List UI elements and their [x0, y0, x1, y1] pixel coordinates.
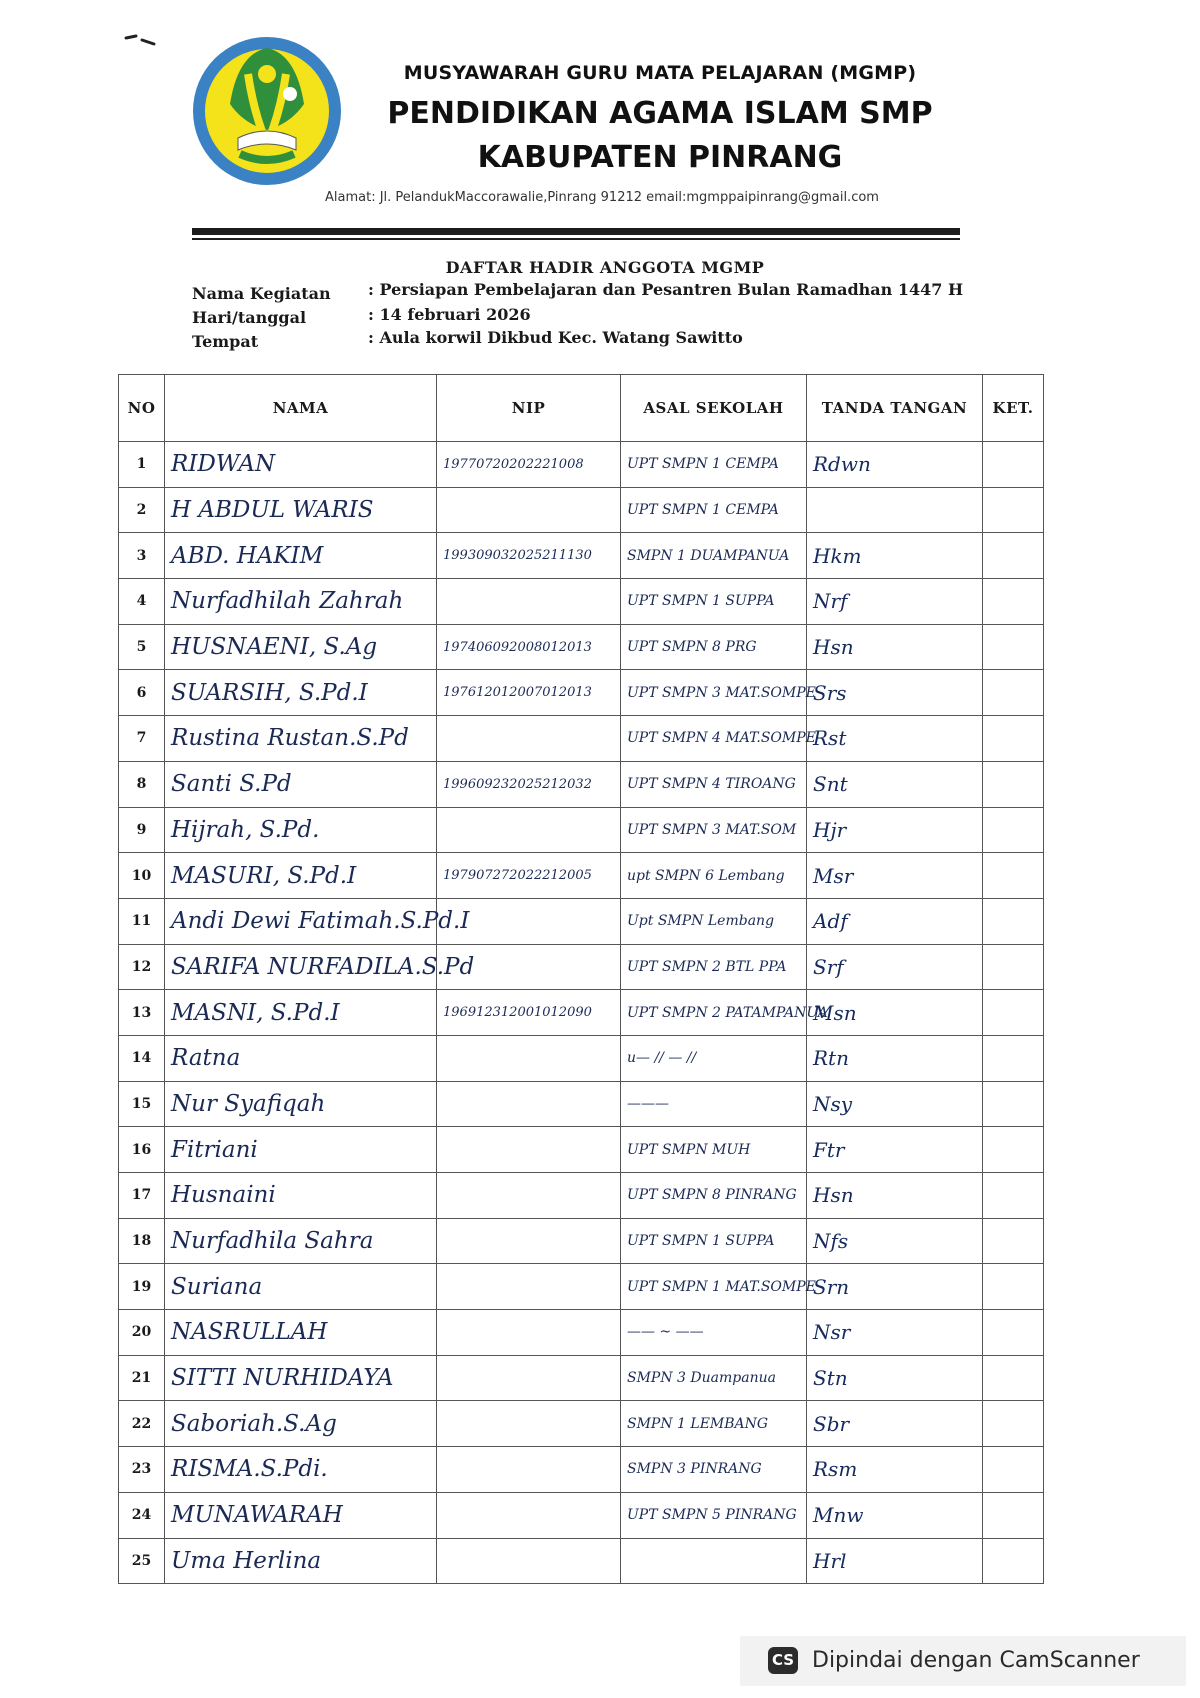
row-number: 2	[119, 487, 165, 533]
row-signature	[807, 1035, 983, 1081]
row-nip	[437, 579, 621, 625]
row-name: RISMA.S.Pdi.	[165, 1447, 437, 1493]
row-note	[983, 487, 1044, 533]
row-nip	[437, 1310, 621, 1356]
row-school: UPT SMPN 1 CEMPA	[621, 442, 807, 488]
row-nip	[437, 1447, 621, 1493]
signature-mark: Nfs	[813, 1229, 849, 1254]
date-label: Hari/tanggal	[192, 308, 307, 327]
row-nip: 19770720202221008	[437, 442, 621, 488]
row-number: 15	[119, 1081, 165, 1127]
row-number: 19	[119, 1264, 165, 1310]
row-number: 17	[119, 1173, 165, 1219]
row-name: SITTI NURHIDAYA	[165, 1355, 437, 1401]
row-signature	[807, 624, 983, 670]
row-note	[983, 761, 1044, 807]
attendance-table-wrap	[118, 374, 1044, 1584]
camscanner-badge	[740, 1636, 1186, 1686]
row-number: 23	[119, 1447, 165, 1493]
row-name: HUSNAENI, S.Ag	[165, 624, 437, 670]
row-school: ———	[621, 1081, 807, 1127]
row-signature	[807, 579, 983, 625]
row-number: 1	[119, 442, 165, 488]
row-number: 18	[119, 1218, 165, 1264]
row-school: UPT SMPN 8 PRG	[621, 624, 807, 670]
row-nip: 197907272022212005	[437, 853, 621, 899]
row-school: upt SMPN 6 Lembang	[621, 853, 807, 899]
row-school: UPT SMPN 3 MAT.SOM	[621, 807, 807, 853]
table-row	[119, 624, 1044, 670]
table-row	[119, 944, 1044, 990]
header-note: KET.	[983, 375, 1044, 442]
signature-mark: Sbr	[813, 1411, 850, 1436]
row-nip	[437, 1538, 621, 1584]
row-number: 9	[119, 807, 165, 853]
signature-mark: Hjr	[813, 817, 847, 842]
signature-mark: Nrf	[813, 589, 848, 614]
row-note	[983, 1538, 1044, 1584]
row-note	[983, 944, 1044, 990]
row-note	[983, 533, 1044, 579]
row-school: UPT SMPN 4 TIROANG	[621, 761, 807, 807]
table-row	[119, 533, 1044, 579]
row-signature	[807, 1310, 983, 1356]
row-school	[621, 1538, 807, 1584]
row-name: Santi S.Pd	[165, 761, 437, 807]
row-note	[983, 1035, 1044, 1081]
row-nip	[437, 1401, 621, 1447]
row-nip	[437, 1218, 621, 1264]
row-school: UPT SMPN 2 PATAMPANUA	[621, 990, 807, 1036]
table-row	[119, 1173, 1044, 1219]
row-school: SMPN 3 Duampanua	[621, 1355, 807, 1401]
row-number: 25	[119, 1538, 165, 1584]
letterhead-rule-thick	[192, 228, 960, 235]
attendance-table-body	[119, 442, 1044, 1584]
table-row	[119, 853, 1044, 899]
signature-mark: Rdwn	[813, 452, 871, 477]
table-row	[119, 1310, 1044, 1356]
row-name: SARIFA NURFADILA.S.Pd	[165, 944, 437, 990]
row-note	[983, 898, 1044, 944]
signature-mark: Srs	[813, 680, 847, 705]
row-school: SMPN 1 LEMBANG	[621, 1401, 807, 1447]
row-number: 7	[119, 716, 165, 762]
row-number: 10	[119, 853, 165, 899]
signature-mark: Msn	[813, 1000, 857, 1025]
row-nip: 199309032025211130	[437, 533, 621, 579]
row-note	[983, 1218, 1044, 1264]
row-note	[983, 1355, 1044, 1401]
row-note	[983, 853, 1044, 899]
signature-mark: Hsn	[813, 1183, 854, 1208]
row-name: MASNI, S.Pd.I	[165, 990, 437, 1036]
table-row	[119, 898, 1044, 944]
table-row	[119, 1127, 1044, 1173]
table-row	[119, 1447, 1044, 1493]
signature-mark: Stn	[813, 1366, 848, 1391]
row-nip	[437, 1173, 621, 1219]
table-row	[119, 990, 1044, 1036]
row-number: 21	[119, 1355, 165, 1401]
row-note	[983, 807, 1044, 853]
row-note	[983, 1081, 1044, 1127]
row-nip	[437, 487, 621, 533]
signature-mark: Hkm	[813, 543, 862, 568]
row-signature	[807, 898, 983, 944]
table-row	[119, 1401, 1044, 1447]
table-row	[119, 487, 1044, 533]
header-no: NO	[119, 375, 165, 442]
row-school: u— // — //	[621, 1035, 807, 1081]
row-signature	[807, 761, 983, 807]
row-nip	[437, 1081, 621, 1127]
table-row	[119, 761, 1044, 807]
row-note	[983, 442, 1044, 488]
letterhead-rule-thin	[192, 238, 960, 240]
row-nip	[437, 1492, 621, 1538]
table-row	[119, 579, 1044, 625]
row-school: UPT SMPN 1 CEMPA	[621, 487, 807, 533]
row-note	[983, 1401, 1044, 1447]
row-name: Nurfadhilah Zahrah	[165, 579, 437, 625]
row-name: Uma Herlina	[165, 1538, 437, 1584]
row-name: Andi Dewi Fatimah.S.Pd.I	[165, 898, 437, 944]
row-number: 22	[119, 1401, 165, 1447]
table-row	[119, 1081, 1044, 1127]
signature-mark: Rtn	[813, 1046, 849, 1071]
row-note	[983, 1127, 1044, 1173]
row-note	[983, 1310, 1044, 1356]
signature-mark: Nsy	[813, 1091, 853, 1116]
row-number: 24	[119, 1492, 165, 1538]
row-signature	[807, 533, 983, 579]
row-signature	[807, 990, 983, 1036]
date-value: : 14 februari 2026	[368, 305, 531, 324]
org-name-line2: PENDIDIKAN AGAMA ISLAM SMP	[387, 96, 933, 131]
row-nip	[437, 1035, 621, 1081]
row-nip	[437, 716, 621, 762]
row-number: 4	[119, 579, 165, 625]
row-name: H ABDUL WARIS	[165, 487, 437, 533]
mgmp-logo	[190, 34, 344, 188]
row-note	[983, 1492, 1044, 1538]
camscanner-text: Dipindai dengan CamScanner	[812, 1648, 1140, 1673]
row-name: MASURI, S.Pd.I	[165, 853, 437, 899]
row-nip	[437, 1264, 621, 1310]
place-value: : Aula korwil Dikbud Kec. Watang Sawitto	[368, 328, 743, 347]
table-row	[119, 1035, 1044, 1081]
row-number: 8	[119, 761, 165, 807]
row-signature	[807, 944, 983, 990]
row-signature	[807, 1127, 983, 1173]
header-school: ASAL SEKOLAH	[621, 375, 807, 442]
row-signature	[807, 1447, 983, 1493]
row-note	[983, 670, 1044, 716]
row-nip: 196912312001012090	[437, 990, 621, 1036]
row-signature	[807, 1401, 983, 1447]
row-name: NASRULLAH	[165, 1310, 437, 1356]
row-name: Rustina Rustan.S.Pd	[165, 716, 437, 762]
row-name: Ratna	[165, 1035, 437, 1081]
row-school: UPT SMPN MUH	[621, 1127, 807, 1173]
signature-mark: Hrl	[813, 1548, 847, 1573]
row-school: SMPN 3 PINRANG	[621, 1447, 807, 1493]
signature-mark: Hsn	[813, 635, 854, 660]
table-row	[119, 1492, 1044, 1538]
row-signature	[807, 1355, 983, 1401]
attendance-table	[118, 374, 1044, 1584]
table-row	[119, 442, 1044, 488]
row-number: 20	[119, 1310, 165, 1356]
signature-mark: Srn	[813, 1274, 850, 1299]
row-school: UPT SMPN 1 SUPPA	[621, 1218, 807, 1264]
camscanner-icon: CS	[768, 1647, 798, 1674]
table-row	[119, 670, 1044, 716]
row-number: 6	[119, 670, 165, 716]
table-row	[119, 1355, 1044, 1401]
org-name-line3: KABUPATEN PINRANG	[477, 140, 843, 175]
row-school: UPT SMPN 4 MAT.SOMPE	[621, 716, 807, 762]
row-signature	[807, 1081, 983, 1127]
signature-mark: Snt	[813, 772, 848, 797]
table-row	[119, 807, 1044, 853]
signature-mark: Msr	[813, 863, 854, 888]
row-signature	[807, 487, 983, 533]
row-school: UPT SMPN 5 PINRANG	[621, 1492, 807, 1538]
row-number: 16	[119, 1127, 165, 1173]
row-note	[983, 990, 1044, 1036]
row-nip	[437, 1127, 621, 1173]
signature-mark: Mnw	[813, 1503, 864, 1528]
row-nip: 199609232025212032	[437, 761, 621, 807]
row-name: ABD. HAKIM	[165, 533, 437, 579]
row-school: SMPN 1 DUAMPANUA	[621, 533, 807, 579]
event-label: Nama Kegiatan	[192, 284, 331, 303]
org-address: Alamat: Jl. PelandukMaccorawalie,Pinrang 91212 email:mgmppaipinrang@gmail.com	[325, 190, 879, 205]
row-note	[983, 1447, 1044, 1493]
row-name: SUARSIH, S.Pd.I	[165, 670, 437, 716]
row-nip	[437, 1355, 621, 1401]
row-number: 12	[119, 944, 165, 990]
table-row	[119, 1264, 1044, 1310]
row-signature	[807, 1538, 983, 1584]
row-name: Nurfadhila Sahra	[165, 1218, 437, 1264]
row-name: Fitriani	[165, 1127, 437, 1173]
row-school: UPT SMPN 8 PINRANG	[621, 1173, 807, 1219]
header-name: NAMA	[165, 375, 437, 442]
scan-mark-decoration	[124, 30, 168, 50]
row-number: 11	[119, 898, 165, 944]
signature-mark: Srf	[813, 954, 844, 979]
row-signature	[807, 442, 983, 488]
row-signature	[807, 670, 983, 716]
row-signature	[807, 1264, 983, 1310]
header-signature: TANDA TANGAN	[807, 375, 983, 442]
row-note	[983, 716, 1044, 762]
table-row	[119, 1218, 1044, 1264]
table-header-row	[119, 375, 1044, 442]
row-school: Upt SMPN Lembang	[621, 898, 807, 944]
signature-mark: Rst	[813, 726, 847, 751]
row-note	[983, 624, 1044, 670]
table-row	[119, 1538, 1044, 1584]
signature-mark: Nsr	[813, 1320, 851, 1345]
row-nip: 197612012007012013	[437, 670, 621, 716]
place-label: Tempat	[192, 332, 259, 351]
row-school: UPT SMPN 1 MAT.SOMPE	[621, 1264, 807, 1310]
row-note	[983, 1264, 1044, 1310]
row-number: 5	[119, 624, 165, 670]
row-name: Saboriah.S.Ag	[165, 1401, 437, 1447]
row-name: Husnaini	[165, 1173, 437, 1219]
event-value: : Persiapan Pembelajaran dan Pesantren Bulan Ramadhan 1447 H	[368, 280, 964, 299]
signature-mark: Rsm	[813, 1457, 858, 1482]
row-school: UPT SMPN 1 SUPPA	[621, 579, 807, 625]
table-row	[119, 716, 1044, 762]
row-school: UPT SMPN 3 MAT.SOMPE	[621, 670, 807, 716]
row-note	[983, 1173, 1044, 1219]
row-signature	[807, 1218, 983, 1264]
row-number: 3	[119, 533, 165, 579]
document-title: DAFTAR HADIR ANGGOTA MGMP	[445, 258, 765, 277]
row-signature	[807, 1173, 983, 1219]
row-signature	[807, 807, 983, 853]
row-number: 13	[119, 990, 165, 1036]
org-name-line1: MUSYAWARAH GURU MATA PELAJARAN (MGMP)	[403, 62, 917, 84]
signature-mark: Adf	[813, 909, 848, 934]
row-name: Hijrah, S.Pd.	[165, 807, 437, 853]
row-signature	[807, 1492, 983, 1538]
row-nip	[437, 807, 621, 853]
row-signature	[807, 853, 983, 899]
row-name: MUNAWARAH	[165, 1492, 437, 1538]
row-name: Suriana	[165, 1264, 437, 1310]
row-nip: 197406092008012013	[437, 624, 621, 670]
row-school: UPT SMPN 2 BTL PPA	[621, 944, 807, 990]
row-school: —— ~ ——	[621, 1310, 807, 1356]
signature-mark: Ftr	[813, 1137, 845, 1162]
row-note	[983, 579, 1044, 625]
row-name: RIDWAN	[165, 442, 437, 488]
row-signature	[807, 716, 983, 762]
row-name: Nur Syafiqah	[165, 1081, 437, 1127]
row-number: 14	[119, 1035, 165, 1081]
header-nip: NIP	[437, 375, 621, 442]
